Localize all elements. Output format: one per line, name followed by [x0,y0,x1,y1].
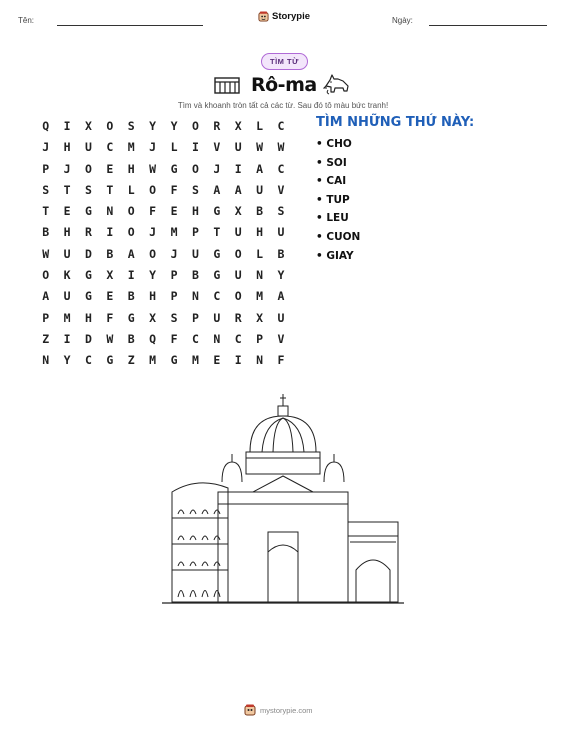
grid-cell[interactable]: N [42,353,50,368]
grid-cell[interactable]: B [191,268,199,283]
grid-cell[interactable]: R [234,310,242,325]
date-label: Ngày: [392,16,413,25]
grid-cell[interactable]: H [191,204,199,219]
grid-cell[interactable]: W [42,246,50,261]
grid-cell[interactable]: U [277,225,285,240]
grid-cell[interactable]: N [256,268,264,283]
grid-cell[interactable]: I [63,119,71,133]
grid-cell[interactable]: O [191,161,199,176]
grid-cell[interactable]: N [191,289,199,304]
grid-cell[interactable]: Y [170,119,178,133]
grid-cell[interactable]: E [63,204,71,219]
grid-cell[interactable]: J [213,161,221,176]
grid-cell[interactable]: N [213,331,221,346]
instructions: Tìm và khoanh tròn tất cả các từ. Sau đó tô màu bức tranh! [177,101,389,110]
brand-name: Storypie [272,11,311,22]
grid-cell[interactable]: W [149,161,157,176]
grid-cell[interactable]: M [191,353,199,368]
grid-cell[interactable]: C [234,331,242,346]
grid-cell[interactable]: R [213,119,221,133]
grid-cell[interactable]: A [42,289,50,304]
grid-cell[interactable]: U [63,289,71,304]
grid-cell[interactable]: X [234,119,242,133]
grid-cell[interactable]: A [213,182,221,197]
grid-cell[interactable]: Y [277,268,285,283]
grid-cell[interactable]: J [170,246,178,261]
grid-cell[interactable]: E [106,161,114,176]
grid-cell[interactable]: D [85,246,92,261]
storypie-logo-icon [244,704,256,716]
grid-cell[interactable]: X [256,310,264,325]
grid-cell[interactable]: T [106,182,114,197]
grid-cell[interactable]: T [213,225,221,240]
name-label: Tên: [18,16,35,25]
grid-cell[interactable]: Z [42,331,50,346]
grid-cell[interactable]: E [106,289,114,304]
grid-cell[interactable]: T [42,204,50,219]
grid-cell[interactable]: P [42,310,50,325]
grid-cell[interactable]: F [170,182,178,197]
grid-cell[interactable]: Q [149,331,157,346]
grid-cell[interactable]: X [106,268,114,283]
word-list-item: • CUON [316,230,361,243]
grid-cell[interactable]: I [106,225,114,240]
grid-cell[interactable]: I [234,161,242,176]
brand [258,11,310,22]
grid-cell[interactable]: Z [127,353,135,368]
wolf-icon [323,72,351,96]
word-list-item: • LEU [316,212,349,225]
grid-cell[interactable]: E [170,204,178,219]
grid-cell[interactable]: H [85,310,92,325]
grid-cell[interactable]: B [127,331,135,346]
grid-cell[interactable]: Y [63,353,71,368]
grid-cell[interactable]: M [256,289,264,304]
grid-cell[interactable]: Q [42,119,50,133]
grid-cell[interactable]: H [63,140,71,155]
grid-cell[interactable]: G [106,353,114,368]
grid-cell[interactable]: J [63,161,71,176]
grid-cell[interactable]: C [191,331,199,346]
grid-cell[interactable]: U [191,246,199,261]
word-list [316,138,360,268]
grid-cell[interactable]: S [42,182,50,197]
grid-cell[interactable]: O [127,225,135,240]
grid-cell[interactable]: J [149,225,157,240]
grid-cell[interactable]: C [277,119,285,133]
grid-cell[interactable]: L [256,119,264,133]
grid-cell[interactable]: G [213,268,221,283]
grid-cell[interactable]: O [127,204,135,219]
grid-cell[interactable]: W [106,331,114,346]
grid-cell[interactable]: O [106,119,114,133]
grid-cell[interactable]: G [85,204,92,219]
grid-cell[interactable]: I [234,353,242,368]
grid-cell[interactable]: H [127,161,135,176]
grid-cell[interactable]: P [42,161,50,176]
category-badge: TÌM TỪ [261,53,308,70]
grid-cell[interactable]: C [277,161,285,176]
grid-cell[interactable]: G [127,310,135,325]
colosseum-icon [214,77,240,94]
grid-cell[interactable]: V [277,182,285,197]
grid-cell[interactable]: S [191,182,199,197]
grid-cell[interactable]: U [63,246,71,261]
word-list-item: • CHO [316,138,352,150]
grid-cell[interactable]: N [256,353,264,368]
word-list-item: • SOI [316,156,347,169]
grid-cell[interactable]: G [85,289,92,304]
grid-cell[interactable]: M [149,353,157,368]
letter-grid[interactable] [35,119,292,375]
grid-cell[interactable]: C [106,140,114,155]
grid-cell[interactable]: J [149,140,157,155]
footer-url[interactable]: mystorypie.com [260,705,313,715]
grid-cell[interactable]: U [85,140,92,155]
grid-cell[interactable]: L [127,182,135,197]
grid-cell[interactable]: I [191,140,199,155]
grid-cell[interactable]: W [256,140,264,155]
page-title: Rô-ma [251,74,317,96]
grid-cell[interactable]: O [42,268,50,283]
grid-cell[interactable]: I [127,268,135,283]
grid-cell[interactable]: W [277,140,285,155]
grid-cell[interactable]: O [234,246,242,261]
grid-cell[interactable]: G [170,353,178,368]
grid-cell[interactable]: L [256,246,264,261]
grid-cell[interactable]: O [149,182,157,197]
grid-cell[interactable]: S [127,119,135,133]
grid-cell[interactable]: H [63,225,71,240]
grid-cell[interactable]: X [149,310,157,325]
grid-cell[interactable]: G [170,161,178,176]
grid-cell[interactable]: X [234,204,242,219]
grid-cell[interactable]: P [191,310,199,325]
grid-cell[interactable]: F [170,331,178,346]
grid-cell[interactable]: V [213,140,221,155]
grid-cell[interactable]: U [256,182,264,197]
grid-cell[interactable]: P [170,268,178,283]
grid-cell[interactable]: S [277,204,285,219]
grid-cell[interactable]: P [170,289,178,304]
grid-cell[interactable]: K [63,268,71,283]
grid-cell[interactable]: P [191,225,199,240]
grid-cell[interactable]: B [277,246,285,261]
grid-cell[interactable]: D [85,331,92,346]
grid-cell[interactable]: O [234,289,242,304]
grid-cell[interactable]: M [127,140,135,155]
grid-cell[interactable]: X [85,119,92,133]
grid-cell[interactable]: B [106,246,114,261]
date-field-line[interactable] [429,25,547,26]
grid-cell[interactable]: G [213,246,221,261]
grid-cell[interactable]: B [42,225,50,240]
grid-cell[interactable]: M [170,225,178,240]
grid-cell[interactable]: O [191,119,199,133]
word-list-item: • TUP [316,193,350,206]
grid-cell[interactable]: U [277,310,285,325]
grid-cell[interactable]: R [85,225,92,240]
grid-cell[interactable]: U [234,268,242,283]
footer [244,704,313,716]
word-list-title: TÌM NHỮNG THỨ NÀY: [316,115,475,130]
grid-cell[interactable]: L [170,140,178,155]
grid-cell[interactable]: U [213,310,221,325]
grid-cell[interactable]: F [106,310,114,325]
word-list-item: • CAI [316,175,347,188]
storypie-logo-icon [258,11,269,22]
grid-cell[interactable]: N [106,204,114,219]
grid-cell[interactable]: F [277,353,285,368]
grid-cell[interactable]: O [85,161,92,176]
grid-cell[interactable]: J [42,140,50,155]
grid-cell[interactable]: I [63,331,71,346]
grid-cell[interactable]: V [277,331,285,346]
grid-cell[interactable]: A [277,289,285,304]
grid-cell[interactable]: B [127,289,135,304]
grid-cell[interactable]: S [85,182,92,197]
grid-cell[interactable]: G [213,204,221,219]
grid-cell[interactable]: A [256,161,264,176]
grid-cell[interactable]: S [170,310,178,325]
grid-cell[interactable]: Y [149,119,157,133]
grid-cell[interactable]: A [127,246,135,261]
grid-cell[interactable]: C [85,353,92,368]
word-list-item: • GIAY [316,249,354,262]
grid-cell[interactable]: B [256,204,264,219]
grid-cell[interactable]: E [213,353,221,368]
grid-cell[interactable]: O [149,246,157,261]
grid-cell[interactable]: F [149,204,157,219]
rome-landmarks-illustration[interactable] [158,392,408,606]
grid-cell[interactable]: M [63,310,71,325]
grid-cell[interactable]: A [234,182,242,197]
grid-cell[interactable]: G [85,268,92,283]
name-field-line[interactable] [57,25,203,26]
grid-cell[interactable]: T [63,182,71,197]
grid-cell[interactable]: U [234,140,242,155]
grid-cell[interactable]: U [234,225,242,240]
grid-cell[interactable]: C [213,289,221,304]
grid-cell[interactable]: P [256,331,264,346]
grid-cell[interactable]: H [149,289,157,304]
grid-cell[interactable]: Y [149,268,157,283]
grid-cell[interactable]: H [256,225,264,240]
